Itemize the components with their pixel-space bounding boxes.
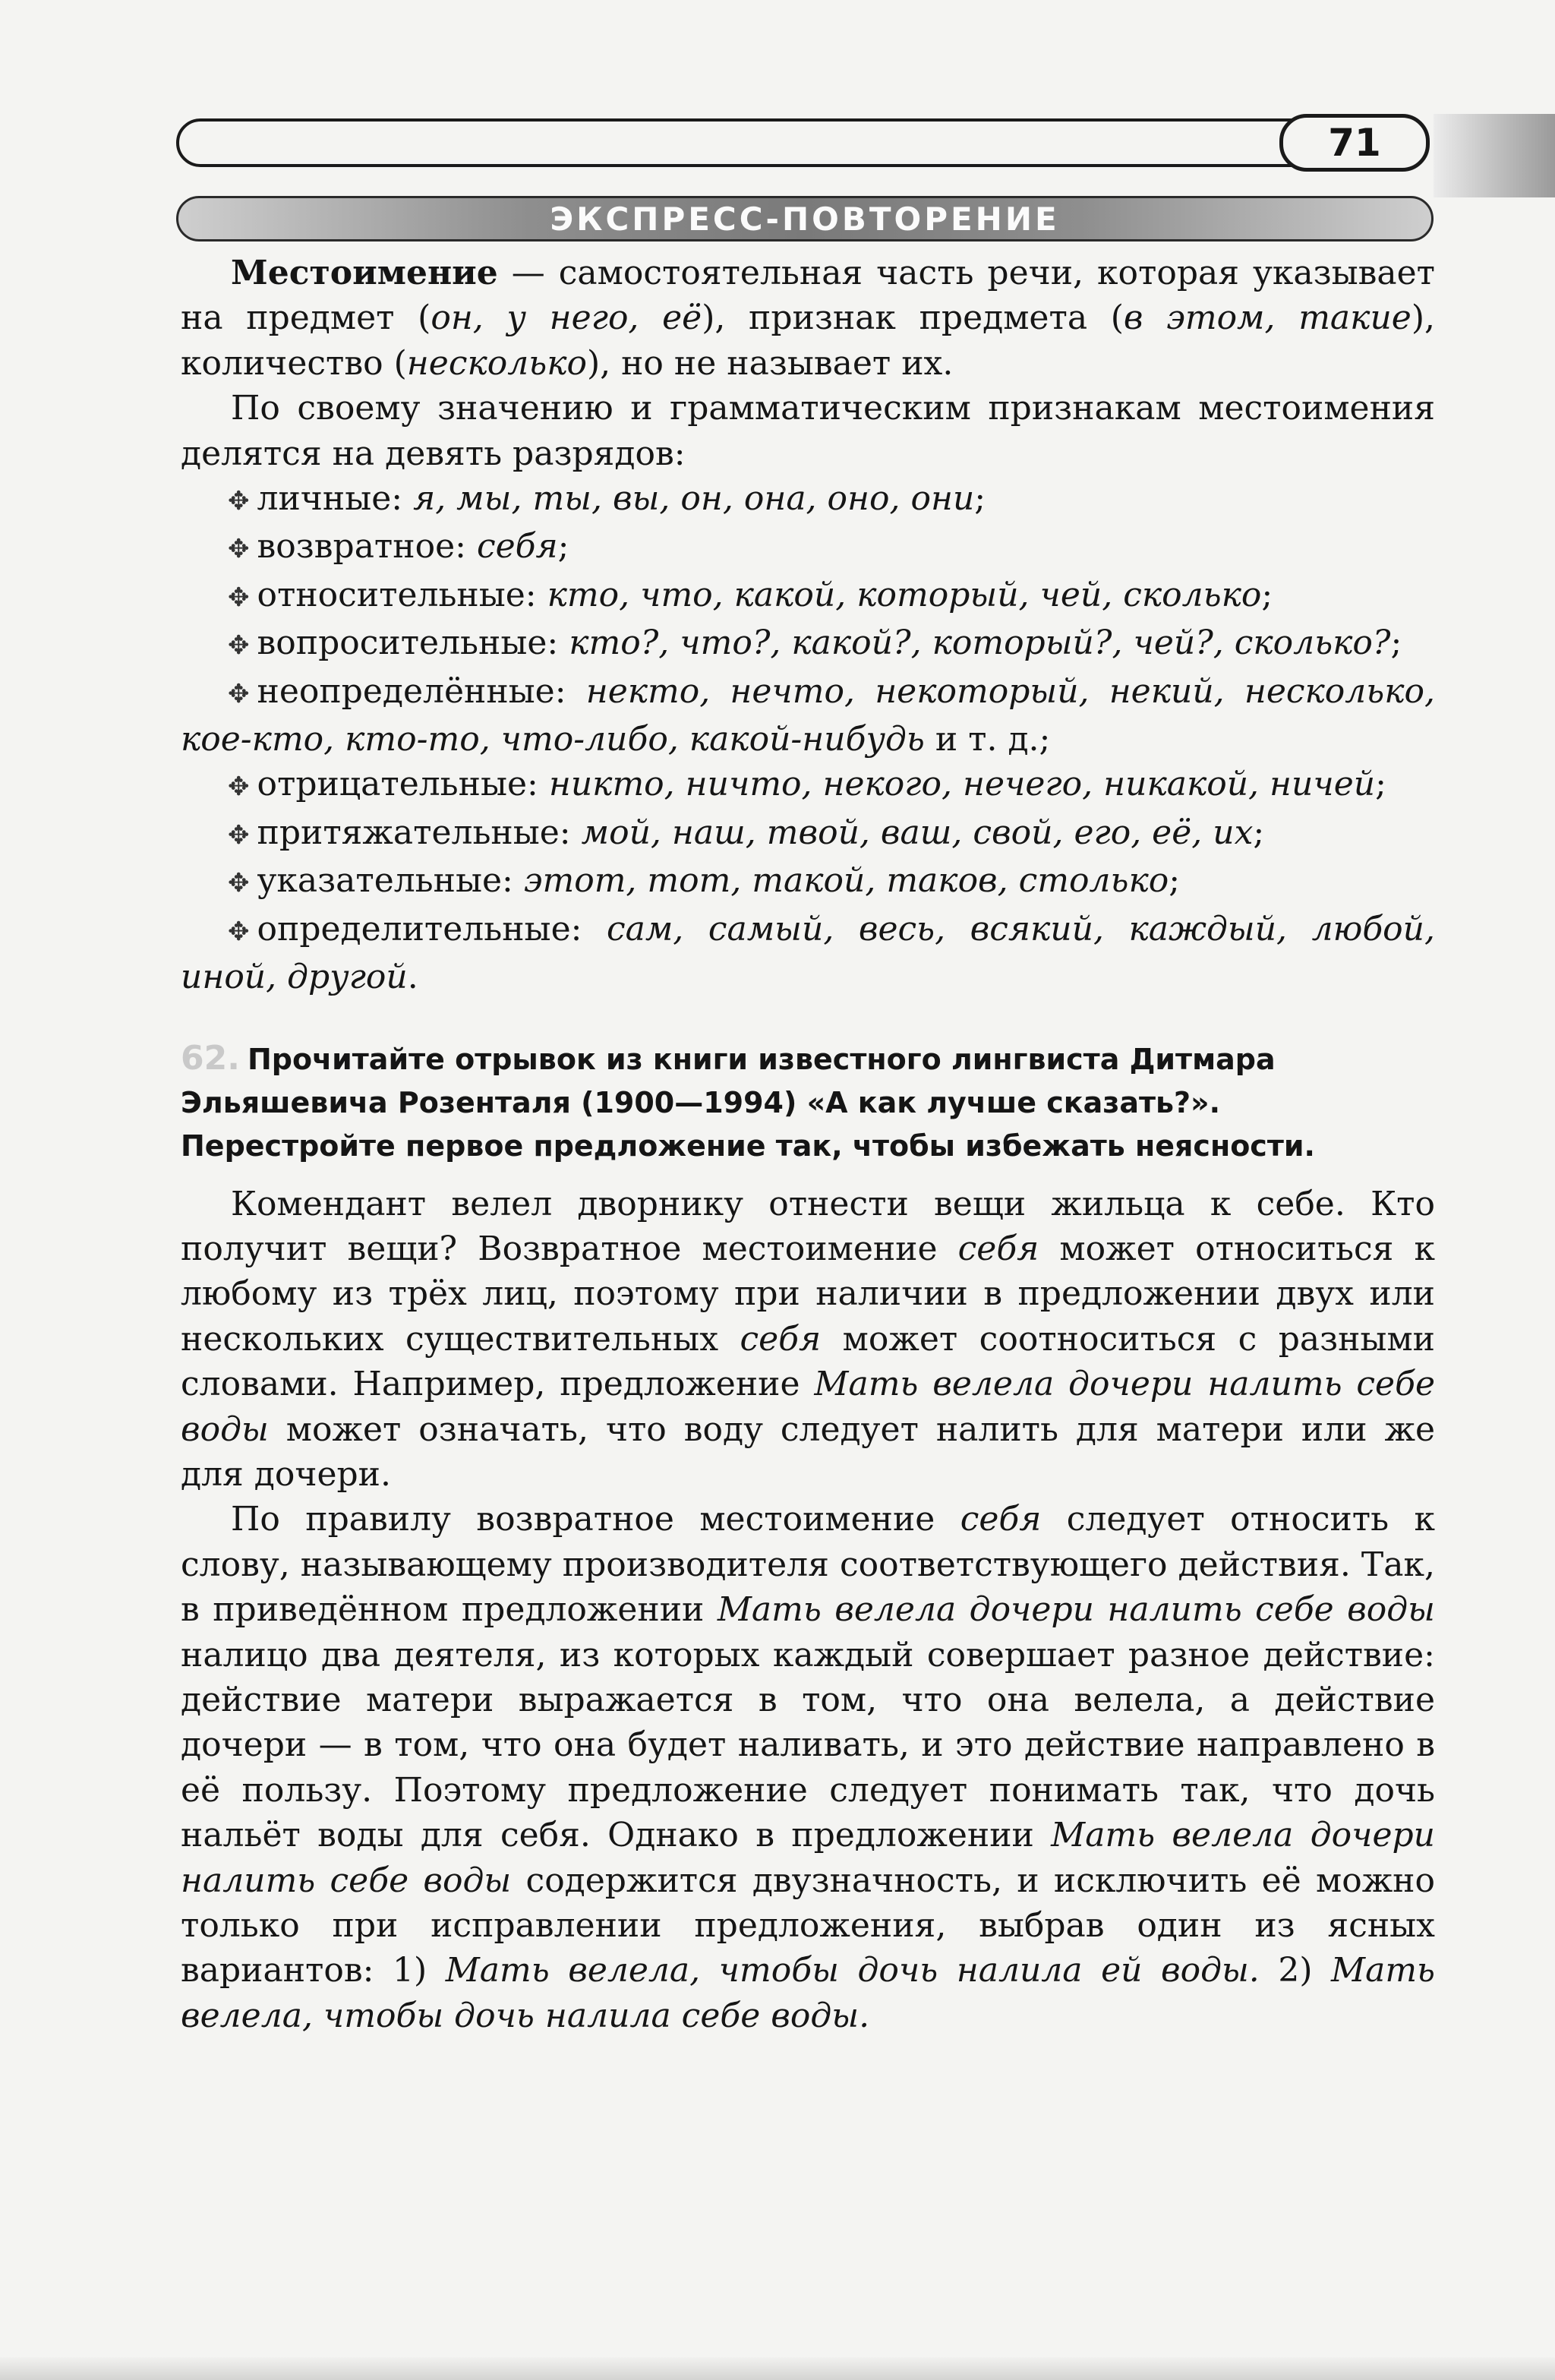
passage-example: Мать велела, чтобы дочь налила себе воды.: [181, 1951, 1435, 2035]
category-item: [181, 762, 1435, 810]
exercise-instruction: Прочитайте отрывок из книги известного лингвиста Дитмара Эльяшевича Розенталя (1900—1994) «А как лучше сказать?». Перестройте первое предложение так, чтобы избежать неясности.: [181, 1042, 1315, 1163]
passage-example: Мать велела, чтобы дочь налила ей воды.: [445, 1951, 1260, 1990]
category-tail: ;: [1169, 861, 1181, 901]
section-title: ЭКСПРЕСС-ПОВТОРЕНИЕ: [550, 200, 1060, 238]
definition-term: Местоимение: [231, 254, 498, 292]
categories-intro: По своему значению и грамматическим признакам местоимения делятся на девять разрядов:: [181, 389, 1435, 473]
category-tail: ;: [557, 527, 569, 567]
passage-text: Комендант велел дворнику отнести вещи жильца к себе. Кто получит вещи? Возвратное местоимение: [181, 1184, 1435, 1268]
category-item: [181, 858, 1435, 906]
category-tail: и т. д.;: [924, 720, 1051, 759]
bullet-icon: ✥: [228, 486, 250, 517]
section-header: [176, 196, 1434, 241]
category-item: [181, 524, 1435, 572]
passage-text: налицо два деятеля, из которых каждый совершает разное действие: действие матери выражается в том, что она велела, а действие дочери — в том, что она будет наливать, и это действие направлено в её пользу. Поэтому предложение следует понимать так, что дочь нальёт воды для себя. Однако в предложении: [181, 1635, 1435, 1855]
category-examples: кто?, что?, какой?, который?, чей?, сколько?: [569, 623, 1391, 663]
bullet-icon: ✥: [228, 534, 250, 565]
passage-text: По правилу возвратное местоимение: [231, 1500, 960, 1539]
definition-paragraph: [181, 251, 1435, 386]
passage-example: Мать велела дочери налить себе воды: [181, 1816, 1435, 1900]
category-examples: я, мы, ты, вы, он, она, оно, они: [413, 479, 975, 519]
page-number: [1279, 114, 1430, 172]
category-tail: ;: [1253, 813, 1265, 852]
page-content: [181, 251, 1435, 2038]
category-label: вопросительные:: [257, 623, 569, 663]
definition-example: в этом, такие: [1123, 298, 1411, 338]
passage-paragraph: [181, 1497, 1435, 2038]
definition-example: он, у него, её: [431, 298, 702, 338]
bullet-icon: ✥: [228, 916, 250, 947]
passage-example: себя: [960, 1500, 1042, 1539]
passage-text: 2): [1259, 1951, 1332, 1990]
passage-text: может относиться к любому из трёх лиц, поэтому при наличии в предложении двух или нескольких существительных: [181, 1229, 1435, 1359]
definition-text: — самостоятельная часть речи, которая указывает на предмет (: [181, 254, 1435, 338]
passage-text: может означать, что воду следует налить для матери или же для дочери.: [181, 1409, 1435, 1494]
category-tail: ;: [1261, 575, 1273, 614]
bullet-icon: ✥: [228, 868, 250, 899]
bullet-icon: ✥: [228, 819, 250, 851]
bullet-icon: ✥: [228, 678, 250, 709]
category-label: возвратное:: [257, 527, 477, 567]
category-label: относительные:: [257, 575, 547, 614]
category-examples: этот, тот, такой, таков, столько: [523, 861, 1169, 901]
definition-example: несколько: [406, 343, 587, 383]
passage-example: себя: [957, 1229, 1039, 1268]
page-number-text: 71: [1328, 121, 1381, 165]
category-tail: ;: [974, 479, 986, 519]
page-edge-shadow: [1434, 114, 1555, 197]
category-examples: никто, ничто, некого, нечего, никакой, ничей: [548, 765, 1376, 804]
definition-text: ), признак предмета (: [702, 298, 1124, 338]
category-item: [181, 810, 1435, 858]
definition-text: ), но не называет их.: [586, 343, 954, 383]
passage-text: следует относить к слову, называющему производителя соответствующего действия. Так, в приведённом предложении: [181, 1500, 1435, 1630]
category-label: определительные:: [257, 909, 607, 949]
category-examples: себя: [476, 527, 558, 567]
category-examples: сам, самый, весь, всякий, каждый, любой, иной, другой: [181, 909, 1435, 997]
category-tail: ;: [1390, 623, 1402, 663]
passage-text: может соотноситься с разными словами. Например, предложение: [181, 1319, 1435, 1404]
header-bar: [176, 118, 1429, 167]
category-item: [181, 907, 1435, 1000]
page-bottom-edge: [0, 2357, 1555, 2380]
category-item: [181, 476, 1435, 524]
bullet-icon: ✥: [228, 582, 250, 613]
category-tail: ;: [1375, 765, 1386, 804]
category-item: [181, 620, 1435, 668]
passage-example: себя: [740, 1319, 822, 1359]
category-label: указательные:: [257, 861, 524, 901]
exercise-task: [181, 1037, 1435, 1168]
category-label: неопределённые:: [257, 671, 586, 711]
category-examples: кто, что, какой, который, чей, сколько: [547, 575, 1262, 614]
passage-text: содержится двузначность, и исключить её можно только при исправлении предложения, выбрав один из ясных вариантов: 1): [181, 1861, 1435, 1990]
definition-text: ), количество (: [181, 298, 1435, 383]
bullet-icon: ✥: [228, 772, 250, 803]
exercise-number: 62.: [181, 1038, 240, 1078]
category-label: личные:: [257, 479, 414, 519]
category-examples: некто, нечто, некоторый, некий, несколько, кое-кто, кто-то, что-либо, какой-нибудь: [181, 671, 1435, 759]
category-item: [181, 669, 1435, 762]
category-label: отрицательные:: [257, 765, 549, 804]
passage-paragraph: [181, 1182, 1435, 1498]
category-examples: мой, наш, твой, ваш, свой, его, её, их: [581, 813, 1254, 852]
category-tail: .: [407, 958, 418, 997]
category-item: [181, 573, 1435, 620]
bullet-icon: ✥: [228, 630, 250, 661]
category-label: притяжательные:: [257, 813, 582, 852]
passage-example: Мать велела дочери налить себе воды: [181, 1365, 1435, 1449]
passage-example: Мать велела дочери налить себе воды: [717, 1590, 1435, 1630]
